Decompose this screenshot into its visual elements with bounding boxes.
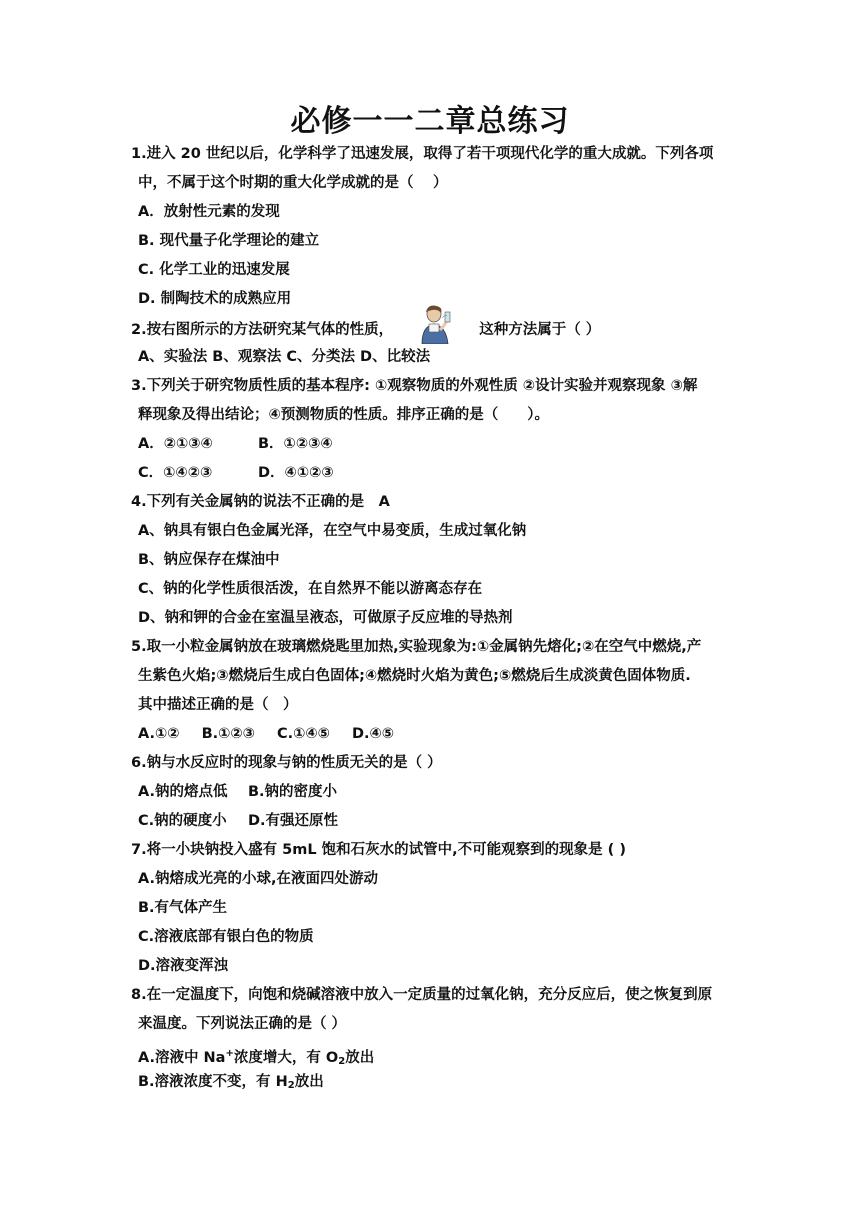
q5-option-a: A.①② — [138, 726, 180, 742]
q5-option-b: B.①②③ — [201, 726, 255, 742]
q3-option-a: A．②①③④ — [138, 436, 213, 452]
q8-option-a-subscript: 2 — [338, 1056, 346, 1067]
q2-stem-line — [131, 314, 741, 343]
q6-options-row1 — [131, 778, 741, 807]
q4-option-a: A、钠具有银白色金属光泽，在空气中易变质，生成过氧化钠 — [138, 523, 527, 539]
q8-option-a — [131, 1039, 741, 1068]
q6-options-row2 — [131, 807, 741, 836]
q6-option-c: C.钠的硬度小 — [138, 813, 227, 829]
q6-stem: 6.钠与水反应时的现象与钠的性质无关的是（ ） — [131, 755, 442, 771]
q4-option-d: D、钠和钾的合金在室温呈液态，可做原子反应堆的导热剂 — [138, 610, 513, 626]
q2-stem-part2: 这种方法属于（ ） — [479, 322, 601, 338]
q3-option-c: C．①④②③ — [138, 465, 213, 481]
q1-stem-line2: 中，不属于这个时期的重大化学成就的是（ ） — [138, 175, 448, 191]
q6-option-b: B.钠的密度小 — [248, 784, 338, 800]
q1-stem-line1: 1.进入 20 世纪以后，化学科学了迅速发展，取得了若干项现代化学的重大成就。下列各项 — [131, 146, 714, 162]
q8-option-a-text-end: 放出 — [345, 1050, 375, 1066]
q8-option-b-subscript: 2 — [287, 1080, 295, 1091]
q3-option-d: D．④①②③ — [258, 465, 334, 481]
q8-stem-line1: 8.在一定温度下，向饱和烧碱溶液中放入一定质量的过氧化钠，充分反应后，使之恢复到原 — [131, 987, 713, 1003]
q2-stem-part1: 2.按右图所示的方法研究某气体的性质， — [131, 322, 394, 338]
q7-option-d: D.溶液变浑浊 — [138, 958, 229, 974]
q8-option-b — [131, 1068, 741, 1097]
q5-stem-line3: 其中描述正确的是（ ） — [138, 697, 298, 713]
q5-stem-line1: 5.取一小粒金属钠放在玻璃燃烧匙里加热,实验现象为:①金属钠先熔化;②在空气中燃烧,产 — [131, 639, 702, 655]
q3-options-row2 — [131, 459, 741, 488]
q5-option-c: C.①④⑤ — [276, 726, 330, 742]
q7-option-c: C.溶液底部有银白色的物质 — [138, 929, 314, 945]
q7-option-a: A.钠熔成光亮的小球,在液面四处游动 — [138, 871, 379, 887]
q3-option-b: B．①②③④ — [258, 436, 333, 452]
q8-stem-line2: 来温度。下列说法正确的是（ ） — [138, 1016, 347, 1032]
page-title: 必修一一二章总练习 — [290, 104, 570, 139]
q8-option-a-text-mid: 浓度增大，有 O — [233, 1050, 339, 1066]
q4-option-c: C、钠的化学性质很活泼，在自然界不能以游离态存在 — [138, 581, 483, 597]
q1-option-b: B. 现代量子化学理论的建立 — [138, 233, 320, 249]
q8-option-a-text: A.溶液中 Na — [138, 1050, 226, 1066]
q6-option-a: A.钠的熔点低 — [138, 784, 228, 800]
q2-options: A、实验法 B、观察法 C、分类法 D、比较法 — [138, 349, 431, 365]
q1-option-d: D. 制陶技术的成熟应用 — [138, 291, 292, 307]
q5-options — [131, 720, 741, 749]
question-list — [131, 140, 741, 1097]
q5-option-d: D.④⑤ — [351, 726, 395, 742]
q8-option-b-text: B.溶液浓度不变，有 H — [138, 1074, 288, 1090]
q1-option-a: A．放射性元素的发现 — [138, 204, 280, 220]
q1-option-c: C. 化学工业的迅速发展 — [138, 262, 290, 278]
q3-stem-line1: 3.下列关于研究物质性质的基本程序: ①观察物质的外观性质 ②设计实验并观察现象 ③解 — [131, 378, 698, 394]
q8-option-b-text-end: 放出 — [294, 1074, 324, 1090]
q3-stem-line2: 释现象及得出结论；④预测物质的性质。排序正确的是（ ）。 — [138, 407, 550, 423]
q5-stem-line2: 生紫色火焰;③燃烧后生成白色固体;④燃烧时火焰为黄色;⑤燃烧后生成淡黄色固体物质. — [138, 668, 691, 684]
q6-option-d: D.有强还原性 — [248, 813, 339, 829]
q4-stem: 4.下列有关金属钠的说法不正确的是 A — [131, 494, 390, 510]
q3-options-row1 — [131, 430, 741, 459]
q4-option-b: B、钠应保存在煤油中 — [138, 552, 280, 568]
q7-stem: 7.将一小块钠投入盛有 5mL 饱和石灰水的试管中,不可能观察到的现象是 ( ) — [131, 842, 626, 858]
q8-option-a-superscript: + — [225, 1048, 234, 1059]
q7-option-b: B.有气体产生 — [138, 900, 228, 916]
